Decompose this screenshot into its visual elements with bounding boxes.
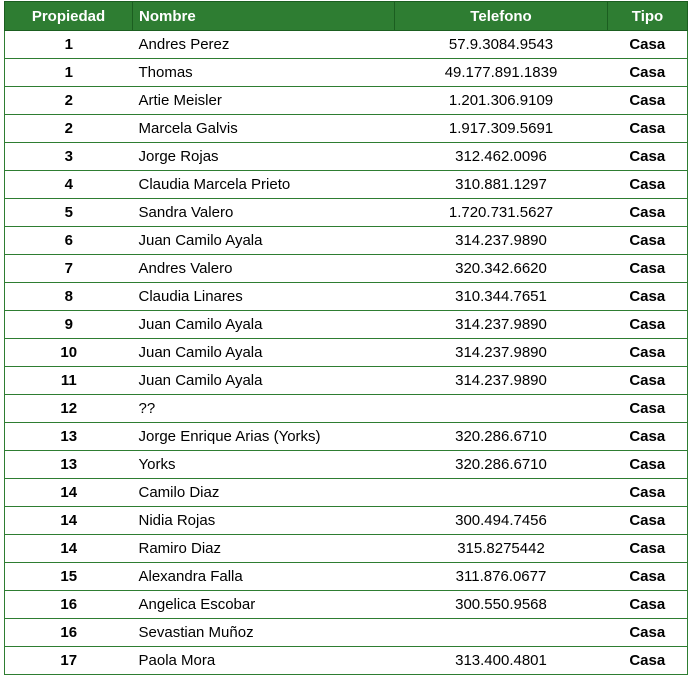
cell-nombre[interactable]: Alexandra Falla [133, 563, 395, 591]
header-row [5, 2, 688, 31]
cell-propiedad[interactable]: 2 [5, 115, 133, 143]
cell-nombre[interactable]: Claudia Linares [133, 283, 395, 311]
cell-nombre[interactable]: Angelica Escobar [133, 591, 395, 619]
cell-nombre[interactable]: Juan Camilo Ayala [133, 227, 395, 255]
cell-tipo[interactable]: Casa [608, 31, 688, 59]
table-row [5, 227, 688, 255]
cell-nombre[interactable]: Juan Camilo Ayala [133, 311, 395, 339]
table-row [5, 423, 688, 451]
cell-nombre[interactable]: Ramiro Diaz [133, 535, 395, 563]
table-row [5, 591, 688, 619]
cell-propiedad[interactable]: 13 [5, 423, 133, 451]
cell-telefono[interactable] [395, 395, 608, 423]
cell-telefono[interactable]: 320.342.6620 [395, 255, 608, 283]
table-row [5, 535, 688, 563]
cell-tipo[interactable]: Casa [608, 451, 688, 479]
cell-tipo[interactable]: Casa [608, 647, 688, 675]
cell-telefono[interactable]: 313.400.4801 [395, 647, 608, 675]
cell-telefono[interactable]: 310.881.1297 [395, 171, 608, 199]
cell-tipo[interactable]: Casa [608, 255, 688, 283]
cell-nombre[interactable]: Camilo Diaz [133, 479, 395, 507]
cell-telefono[interactable]: 49.177.891.1839 [395, 59, 608, 87]
cell-tipo[interactable]: Casa [608, 87, 688, 115]
table-row [5, 563, 688, 591]
cell-tipo[interactable]: Casa [608, 311, 688, 339]
cell-nombre[interactable]: Jorge Enrique Arias (Yorks) [133, 423, 395, 451]
cell-propiedad[interactable]: 14 [5, 479, 133, 507]
table-row [5, 87, 688, 115]
cell-tipo[interactable]: Casa [608, 367, 688, 395]
cell-tipo[interactable]: Casa [608, 479, 688, 507]
table-row [5, 255, 688, 283]
cell-tipo[interactable]: Casa [608, 227, 688, 255]
table-row [5, 31, 688, 59]
cell-tipo[interactable]: Casa [608, 507, 688, 535]
cell-tipo[interactable]: Casa [608, 339, 688, 367]
cell-propiedad[interactable]: 7 [5, 255, 133, 283]
header-propiedad[interactable]: Propiedad [5, 2, 133, 31]
cell-tipo[interactable]: Casa [608, 199, 688, 227]
cell-propiedad[interactable]: 3 [5, 143, 133, 171]
table-body [5, 31, 688, 675]
cell-telefono[interactable]: 320.286.6710 [395, 451, 608, 479]
cell-tipo[interactable]: Casa [608, 59, 688, 87]
cell-propiedad[interactable]: 17 [5, 647, 133, 675]
cell-propiedad[interactable]: 14 [5, 507, 133, 535]
cell-telefono[interactable] [395, 479, 608, 507]
cell-telefono[interactable]: 310.344.7651 [395, 283, 608, 311]
cell-telefono[interactable]: 320.286.6710 [395, 423, 608, 451]
cell-nombre[interactable]: ?? [133, 395, 395, 423]
cell-nombre[interactable]: Andres Perez [133, 31, 395, 59]
cell-telefono[interactable]: 314.237.9890 [395, 227, 608, 255]
cell-telefono[interactable]: 315.8275442 [395, 535, 608, 563]
cell-telefono[interactable]: 314.237.9890 [395, 367, 608, 395]
table-row [5, 115, 688, 143]
table-row [5, 451, 688, 479]
cell-tipo[interactable]: Casa [608, 423, 688, 451]
cell-telefono[interactable]: 314.237.9890 [395, 311, 608, 339]
table-row [5, 507, 688, 535]
cell-propiedad[interactable]: 11 [5, 367, 133, 395]
cell-nombre[interactable]: Andres Valero [133, 255, 395, 283]
cell-tipo[interactable]: Casa [608, 563, 688, 591]
cell-tipo[interactable]: Casa [608, 171, 688, 199]
table-row [5, 395, 688, 423]
table-header [5, 2, 688, 31]
cell-propiedad[interactable]: 6 [5, 227, 133, 255]
cell-tipo[interactable]: Casa [608, 143, 688, 171]
cell-telefono[interactable]: 57.9.3084.9543 [395, 31, 608, 59]
contacts-table [4, 1, 688, 675]
table-row [5, 367, 688, 395]
cell-propiedad[interactable]: 1 [5, 59, 133, 87]
cell-nombre[interactable]: Sandra Valero [133, 199, 395, 227]
cell-tipo[interactable]: Casa [608, 535, 688, 563]
cell-propiedad[interactable]: 13 [5, 451, 133, 479]
cell-tipo[interactable]: Casa [608, 115, 688, 143]
cell-propiedad[interactable]: 12 [5, 395, 133, 423]
header-telefono[interactable]: Telefono [395, 2, 608, 31]
cell-nombre[interactable]: Jorge Rojas [133, 143, 395, 171]
cell-tipo[interactable]: Casa [608, 619, 688, 647]
cell-propiedad[interactable]: 5 [5, 199, 133, 227]
cell-propiedad[interactable]: 8 [5, 283, 133, 311]
cell-propiedad[interactable]: 10 [5, 339, 133, 367]
cell-telefono[interactable]: 1.720.731.5627 [395, 199, 608, 227]
cell-tipo[interactable]: Casa [608, 591, 688, 619]
cell-nombre[interactable]: Artie Meisler [133, 87, 395, 115]
cell-nombre[interactable]: Juan Camilo Ayala [133, 339, 395, 367]
cell-nombre[interactable]: Sevastian Muñoz [133, 619, 395, 647]
cell-telefono[interactable]: 1.201.306.9109 [395, 87, 608, 115]
cell-propiedad[interactable]: 9 [5, 311, 133, 339]
table-row [5, 647, 688, 675]
cell-propiedad[interactable]: 1 [5, 31, 133, 59]
cell-tipo[interactable]: Casa [608, 283, 688, 311]
table-row [5, 283, 688, 311]
table-row [5, 199, 688, 227]
cell-telefono[interactable]: 314.237.9890 [395, 339, 608, 367]
cell-telefono[interactable]: 300.494.7456 [395, 507, 608, 535]
cell-propiedad[interactable]: 15 [5, 563, 133, 591]
cell-nombre[interactable]: Paola Mora [133, 647, 395, 675]
cell-propiedad[interactable]: 16 [5, 591, 133, 619]
cell-propiedad[interactable]: 16 [5, 619, 133, 647]
cell-propiedad[interactable]: 4 [5, 171, 133, 199]
header-nombre[interactable]: Nombre [133, 2, 395, 31]
cell-propiedad[interactable]: 2 [5, 87, 133, 115]
table-row [5, 311, 688, 339]
table-row [5, 171, 688, 199]
cell-nombre[interactable]: Thomas [133, 59, 395, 87]
cell-telefono[interactable]: 1.917.309.5691 [395, 115, 608, 143]
table-row [5, 479, 688, 507]
table-row [5, 339, 688, 367]
cell-telefono[interactable]: 300.550.9568 [395, 591, 608, 619]
cell-telefono[interactable]: 312.462.0096 [395, 143, 608, 171]
cell-nombre[interactable]: Claudia Marcela Prieto [133, 171, 395, 199]
cell-tipo[interactable]: Casa [608, 395, 688, 423]
cell-propiedad[interactable]: 14 [5, 535, 133, 563]
cell-telefono[interactable]: 311.876.0677 [395, 563, 608, 591]
table-row [5, 619, 688, 647]
header-tipo[interactable]: Tipo [608, 2, 688, 31]
table-row [5, 59, 688, 87]
cell-nombre[interactable]: Marcela Galvis [133, 115, 395, 143]
cell-telefono[interactable] [395, 619, 608, 647]
cell-nombre[interactable]: Juan Camilo Ayala [133, 367, 395, 395]
table-row [5, 143, 688, 171]
cell-nombre[interactable]: Yorks [133, 451, 395, 479]
cell-nombre[interactable]: Nidia Rojas [133, 507, 395, 535]
